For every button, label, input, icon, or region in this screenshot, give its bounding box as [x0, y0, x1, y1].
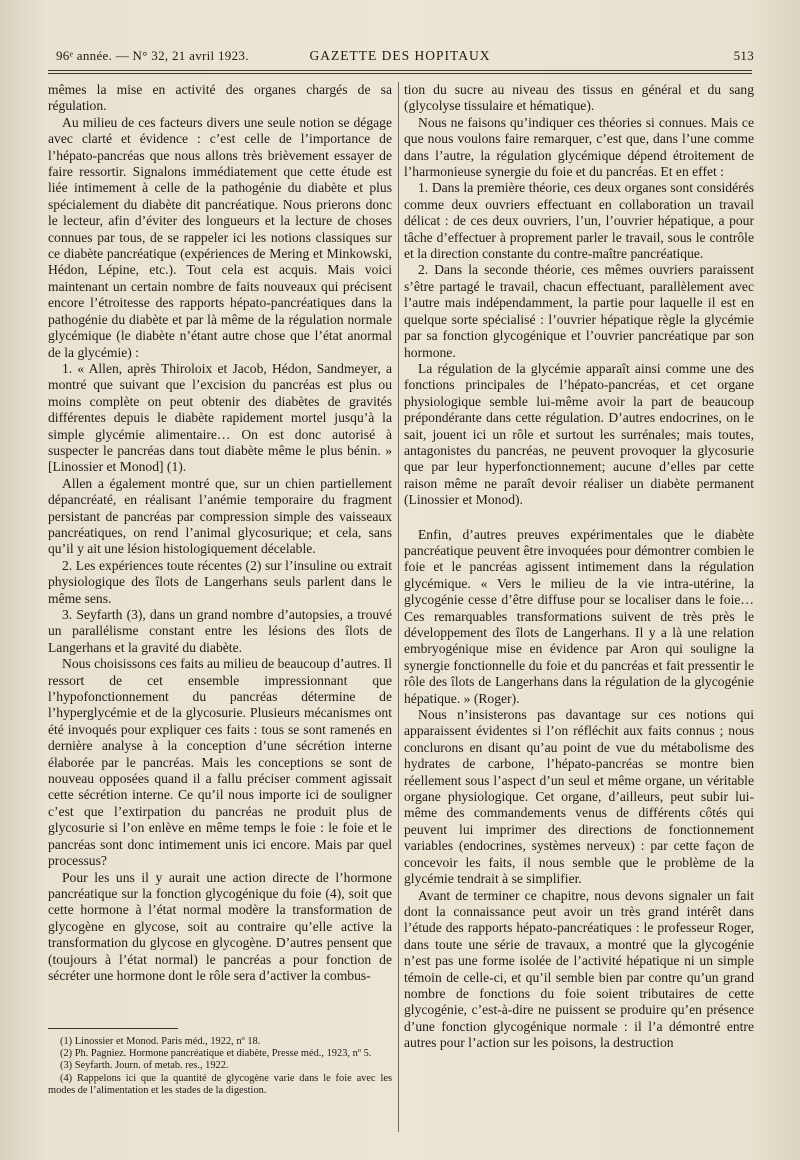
paragraph: 1. Dans la première théorie, ces deux organes sont considérés comme deux ouvriers effectuant en collaboration un travail délicat : de ces deux ouvriers, l’un, l’ouvrier hépatique, a pour tâche d’effectuer à proprement parler le travail, sous le contrôle et la direction constante du contre-maître pancréatique.	[404, 180, 754, 262]
footnote-rule	[48, 1028, 178, 1029]
paragraph: Enfin, d’autres preuves expérimentales que le diabète pancréatique peuvent être invoquées pour démontrer combien le foie et le pancréas agissent intimement dans la régulation glycémique. « Vers le milieu de la vie intra-utérine, la glycogénie cesse d’être diffuse pour se localiser dans le foie… Ces remarquables transformations suivent de très près le développement des îlots de Langerhans. Il y a là une relation embryogénique mise en évidence par Aron qui souligne la synergie fonctionnelle du foie et du pancréas et fait pressentir le rôle des îlots de Langerhans dans la régulation de la glycogénie hépatique. » (Roger).	[404, 526, 754, 706]
footnotes	[48, 1036, 392, 1097]
issue-info: 96ᵉ année. — N° 32, 21 avril 1923.	[56, 48, 249, 63]
footnote: (1) Linossier et Monod. Paris méd., 1922, nº 18.	[60, 1036, 261, 1047]
footnote: (2) Ph. Pagniez. Hormone pancréatique et diabète, Presse méd., 1923, nº 5.	[60, 1048, 372, 1060]
paragraph: 2. Dans la seconde théorie, ces mêmes ouvriers paraissent s’être partagé le travail, chacun effectuant, parallèlement avec l’autre mais indépendamment, la partie pour laquelle il est en quelque sorte spécialisé : l’ouvrier hépatique règle la glycémie par sa fonction glycogénique et l’ouvrier pancréatique par son hormone.	[404, 262, 754, 360]
left-column	[48, 82, 392, 984]
paragraph: 2. Les expériences toute récentes (2) sur l’insuline ou extrait physiologique des îlots de Langerhans seuls parlent dans le même sens.	[48, 557, 392, 606]
paragraph: Pour les uns il y aurait une action directe de l’hormone pancréatique sur la fonction glycogénique du foie (4), soit que cette hormone à l’état normal modère la transformation de glycogène en glycose, soit au contraire qu’elle active la transformation du glycose en glycogène. D’autres pensent que (toujours à l’état normal) le pancréas a pour fonction de sécréter une hormone dont le rôle sera d’activer la combus-	[48, 869, 392, 983]
running-head	[40, 44, 760, 66]
paragraph: 1. « Allen, après Thiroloix et Jacob, Hédon, Sandmeyer, a montré que suivant que l’excision du pancréas est plus ou moins complète on peut obtenir des diabètes de gravités différentes depuis le diabète rapidement mortel jusqu’à la simple glycémie alimentaire… On est donc autorisé à suspecter le pancréas dans tout diabète même le plus bénin. » [Linossier et Monod] (1).	[48, 360, 392, 475]
paragraph: Au milieu de ces facteurs divers une seule notion se dégage avec clarté et évidence : c’est celle de l’importance de l’hépato-pancréas que nous allons très brièvement essayer de faire ressortir. Signalons immédiatement que cette étude est liée intimement à celle de la pathogénie du diabète et plus spécialement du diabète dit pancréatique. Nous prierons donc le lecteur, afin d’éviter des longueurs et la lecture de choses connues par tous, de se rappeler ici les notions classiques sur ce diabète pancréatique (expériences de Mering et Minkowski, Hédon, Lépine, etc.). Tout cela est acquis. Mais voici maintenant un certain nombre de faits nouveaux qui précisent encore l’étroitesse des rapports hépato-pancréatiques dans la pathogénie du diabète et par là même de la régulation normale glycémique (le diabète n’étant autre chose que l’état anormal de la glycémie) :	[48, 114, 392, 360]
footnote: (4) Rappelons ici que la quantité de glycogène varie dans le foie avec les modes de l’alimentation et les stades de la digestion.	[48, 1072, 392, 1096]
paragraph: Allen a également montré que, sur un chien partiellement dépancréaté, en réalisant l’anémie temporaire du fragment persistant de pancréas par compression simple des vaisseaux pancréatiques, on rend l’animal glycosurique; et cela, sans qu’il y ait une lésion histologiquement décelable.	[48, 475, 392, 557]
paragraph: Avant de terminer ce chapitre, nous devons signaler un fait dont la connaissance peut avoir un très grand intérêt dans l’étude des rapports hépato-pancréatiques : le professeur Roger, dans toute une série de travaux, a montré que la glycogénie n’est pas une forme isolée de l’activité hépatique ni un simple témoin de celle-ci, et qu’il semble bien par contre qu’un grand nombre de fonctions du foie soient tributaires de cette glycogénie, c’est-à-dire ne puissent se produire qu’en présence d’une fonction glycogénique normale : il l’a démontré entre autres pour l’action sur les poisons, la destruction	[404, 887, 754, 1051]
paragraph: mêmes la mise en activité des organes chargés de sa régulation.	[48, 82, 392, 114]
column-divider	[398, 82, 399, 1132]
footnote: (3) Seyfarth. Journ. of metab. res., 1922.	[60, 1060, 229, 1072]
paragraph: La régulation de la glycémie apparaît ainsi comme une des fonctions principales de l’hépato-pancréas, et cet organe physiologique semble lui-même avoir la part de beaucoup prépondérante dans cette régulation. D’autres endocrines, on le sait, jouent ici un rôle et surtout les surrénales; mais toutes, antagonistes du pancréas, ne peuvent provoquer la glycosurie que par leur hyperfonctionnement; aucune d’elles par cette raison même ne paraît devoir réaliser un diabète permanent (Linossier et Monod).	[404, 360, 754, 508]
paragraph: Nous ne faisons qu’indiquer ces théories si connues. Mais ce que nous voulons faire remarquer, c’est que, dans l’une comme dans l’autre, la régulation glycémique dépend étroitement de l’harmonieuse synergie du foie et du pancréas. Et en effet :	[404, 114, 754, 180]
journal-title: GAZETTE DES HOPITAUX	[309, 48, 491, 63]
header-rule	[48, 70, 752, 74]
paragraph: tion du sucre au niveau des tissus en général et du sang (glycolyse tissulaire et hématique).	[404, 82, 754, 114]
paragraph: Nous n’insisterons pas davantage sur ces notions qui apparaissent évidentes si l’on réfléchit aux faits connus ; nous conclurons en disant qu’au point de vue du métabolisme des hydrates de carbone, l’hépato-pancréas se montre bien réellement sous l’aspect d’un seul et même organe, un véritable organe physiologique. Cet organe, d’ailleurs, peut subir lui-même des commandements venus de différents côtés qui peuvent lui imprimer des directions de fonctionnement variables (endocrines, systèmes nerveux) : par cette façon de concevoir les faits, il nous semble que le problème de la glycémie tendrait à se simplifier.	[404, 707, 754, 887]
page-number: 513	[733, 48, 754, 63]
paragraph: Nous choisissons ces faits au milieu de beaucoup d’autres. Il ressort de cet ensemble impressionnant que l’hypofonctionnement du pancréas détermine de l’hyperglycémie et de la glycosurie. Plusieurs mécanismes ont été invoqués pour expliquer ces faits : tous se sont ramenés en dernière analyse à la conception d’une sécrétion interne élaborée par le pancréas. Mais les conceptions se sont de nouveau opposées quand il a fallu préciser comment agissait cette sécrétion interne. Ce qu’il nous importe ici de souligner c’est que l’extirpation du pancréas ne produit plus de glycosurie si l’on enlève en même temps le foie : le foie et le pancréas sont donc intimement unis ici encore. Mais par quel processus?	[48, 656, 392, 869]
right-column	[404, 82, 754, 1052]
paragraph: 3. Seyfarth (3), dans un grand nombre d’autopsies, a trouvé un parallélisme constant entre les lésions des îlots de Langerhans et la gravité du diabète.	[48, 607, 392, 655]
